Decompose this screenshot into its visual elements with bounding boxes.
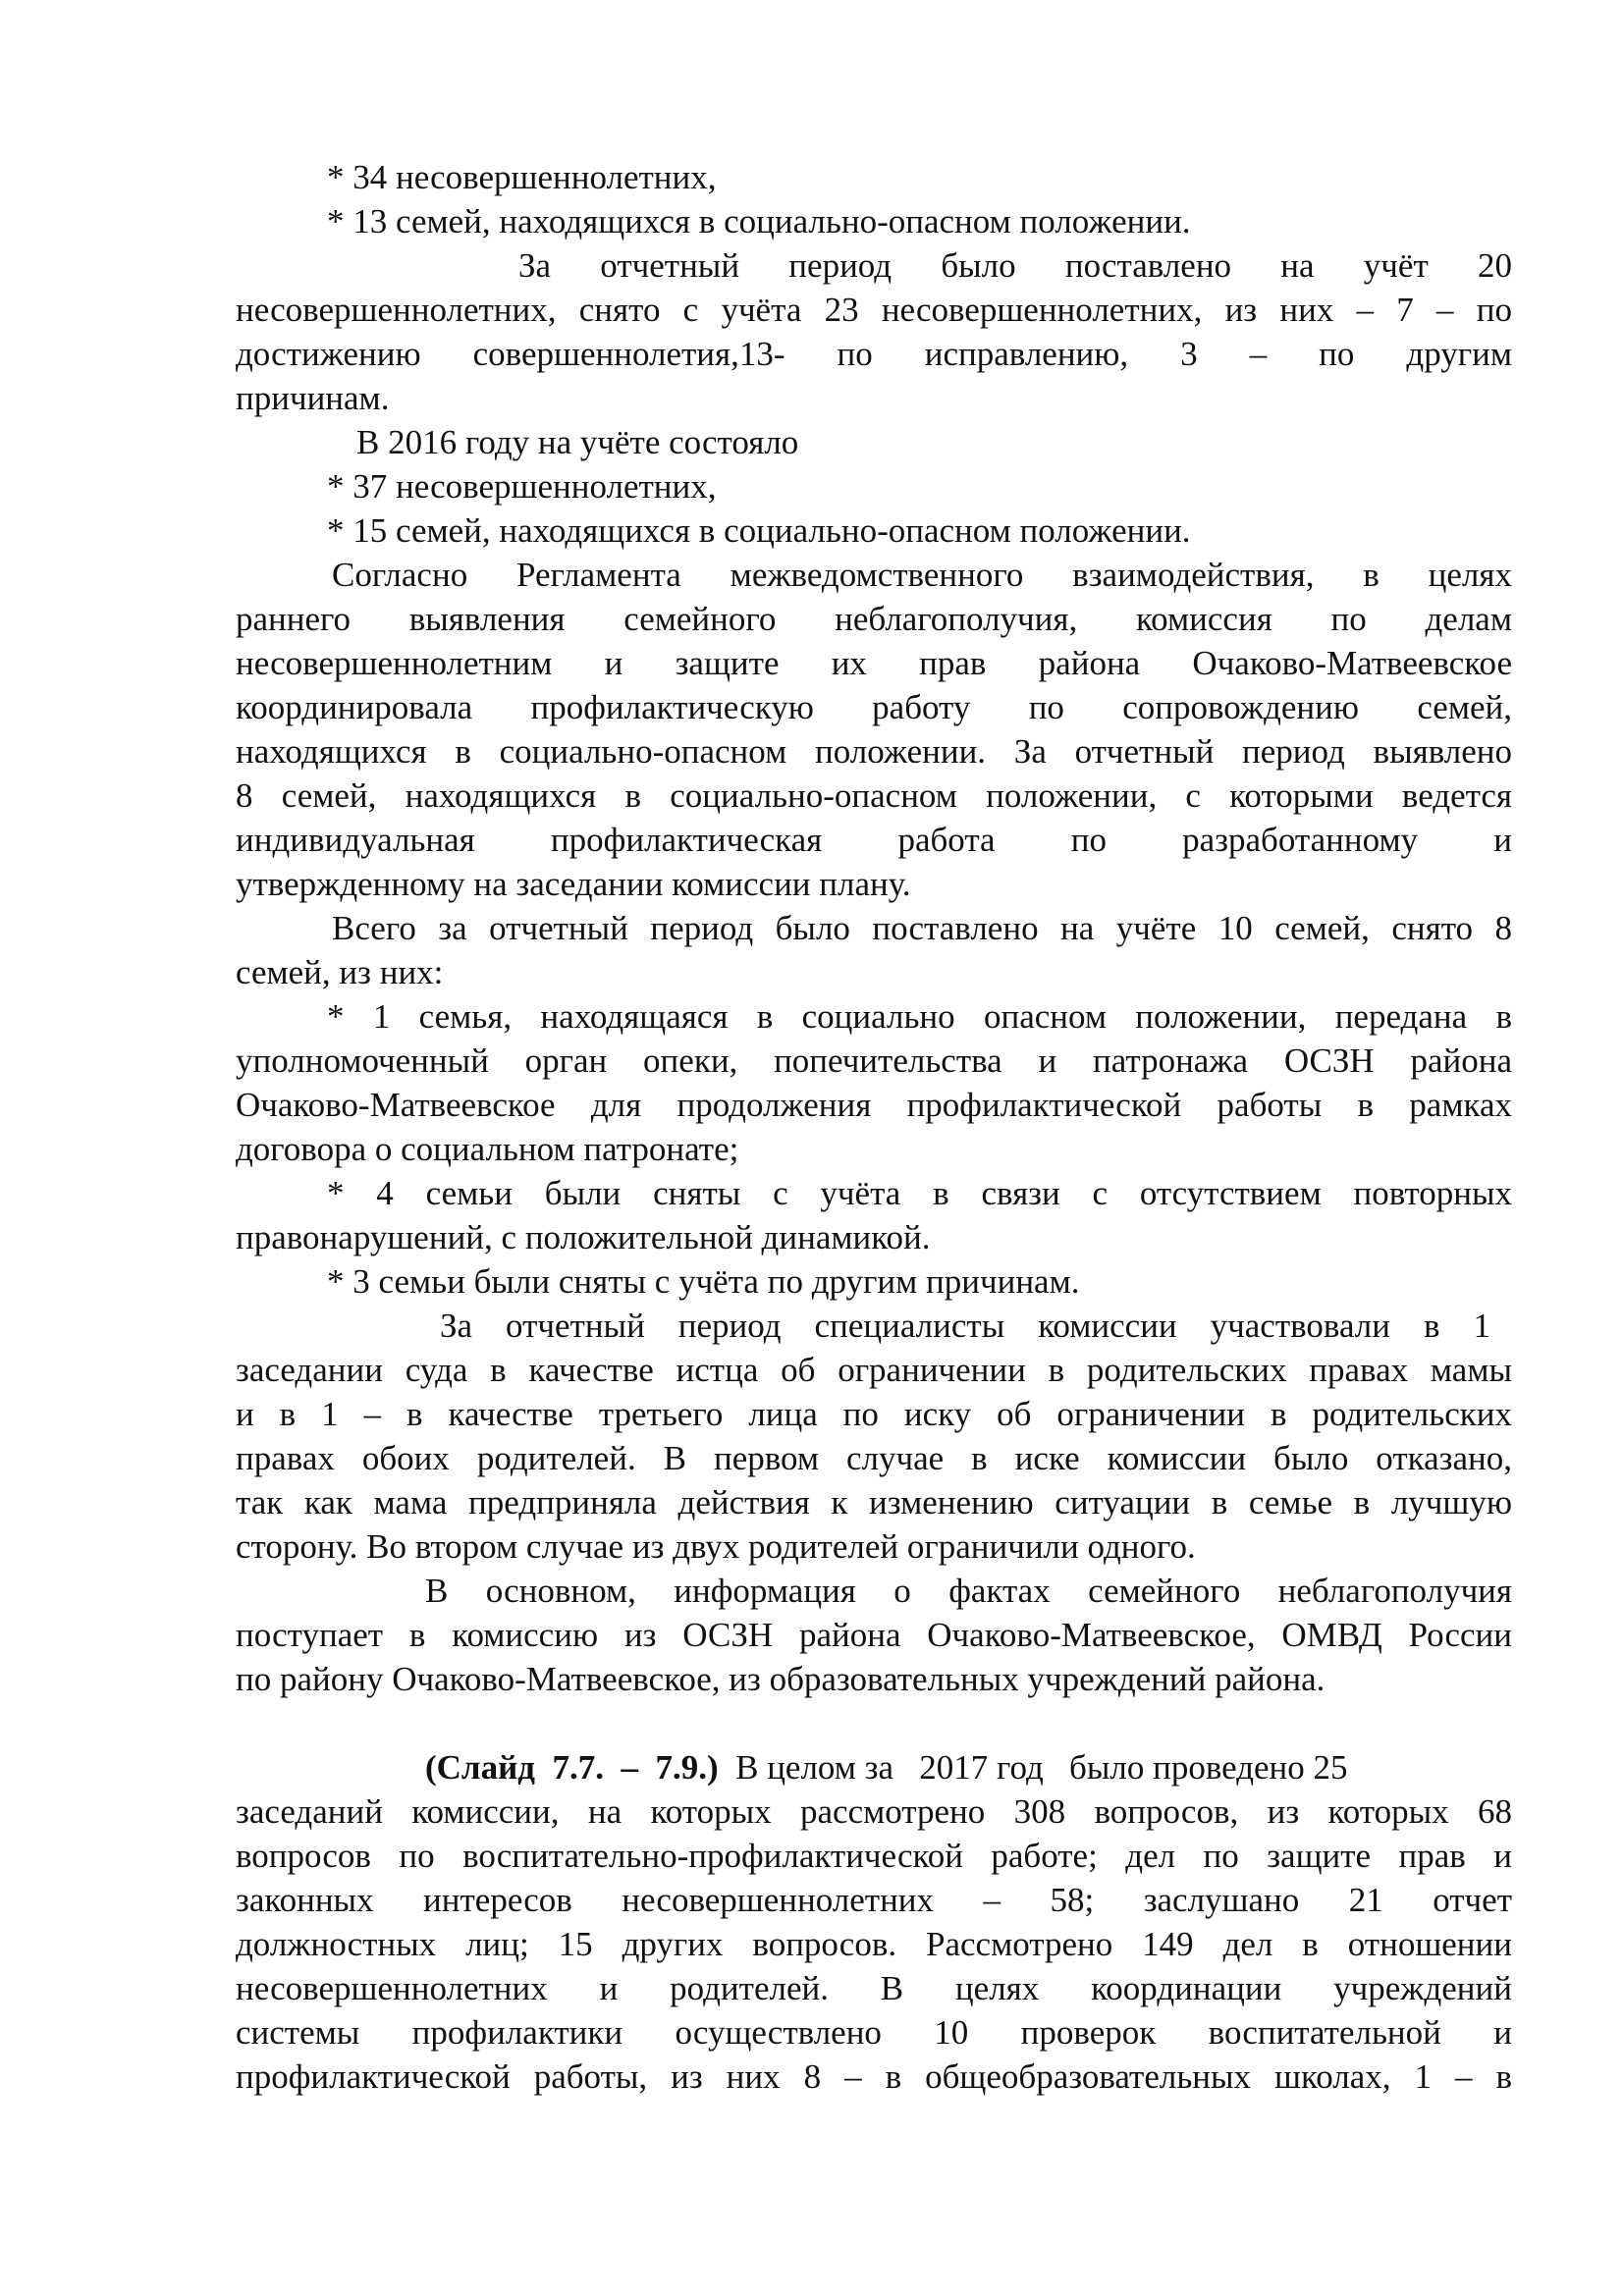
paragraph-line: несовершеннолетних и родителей. В целях координации учреждений (236, 1969, 1512, 2007)
list-item: * 1 семья, находящаяся в социально опасном положении, передана в (327, 997, 1512, 1036)
paragraph-line: Согласно Регламента межведомственного взаимодействия, в целях (332, 556, 1512, 594)
paragraph-line: несовершеннолетним и защите их прав района Очаково-Матвеевское (236, 644, 1512, 682)
paragraph-line: договора о социальном патронате; (236, 1130, 739, 1168)
paragraph-line: находящихся в социально-опасном положении. За отчетный период выявлено (236, 732, 1512, 771)
paragraph-line: индивидуальная профилактическая работа по разработанному и (236, 821, 1512, 859)
list-item: * 4 семьи были сняты с учёта в связи с отсутствием повторных (327, 1174, 1512, 1212)
paragraph-line: координировала профилактическую работу по сопровождению семей, (236, 688, 1512, 726)
paragraph-line: вопросов по воспитательно-профилактической работе; дел по защите прав и (236, 1837, 1512, 1875)
paragraph-line: За отчетный период было поставлено на учёт 20 (518, 246, 1512, 285)
paragraph-line: профилактической работы, из них 8 – в общеобразовательных школах, 1 – в (236, 2057, 1512, 2096)
paragraph-line: заседаний комиссии, на которых рассмотрено 308 вопросов, из которых 68 (236, 1792, 1512, 1831)
paragraph-line: раннего выявления семейного неблагополучия, комиссия по делам (236, 600, 1512, 638)
paragraph-line: уполномоченный орган опеки, попечительства и патронажа ОСЗН района (236, 1041, 1512, 1080)
paragraph-line: семей, из них: (236, 953, 444, 991)
paragraph-line: законных интересов несовершеннолетних – 58; заслушано 21 отчет (236, 1881, 1512, 1919)
list-item: * 15 семей, находящихся в социально-опасном положении. (327, 511, 1191, 550)
paragraph-line: поступает в комиссию из ОСЗН района Очаково-Матвеевское, ОМВД России (236, 1616, 1512, 1654)
list-item: * 3 семьи были сняты с учёта по другим причинам. (327, 1262, 1080, 1301)
paragraph-line: правонарушений, с положительной динамикой. (236, 1218, 931, 1256)
paragraph-line: Очаково-Матвеевское для продолжения профилактической работы в рамках (236, 1086, 1512, 1124)
paragraph-line: заседании суда в качестве истца об ограничении в родительских правах мамы (236, 1351, 1512, 1389)
list-item: * 37 несовершеннолетних, (327, 467, 717, 506)
paragraph-line: должностных лиц; 15 других вопросов. Рассмотрено 149 дел в отношении (236, 1925, 1512, 1963)
paragraph-line: 8 семей, находящихся в социально-опасном положении, с которыми ведется (236, 776, 1512, 815)
list-item: * 13 семей, находящихся в социально-опасном положении. (327, 202, 1191, 240)
paragraph-line: В 2016 году на учёте состояло (356, 423, 799, 461)
paragraph-line: Всего за отчетный период было поставлено на учёте 10 семей, снято 8 (332, 909, 1512, 947)
paragraph-line: причинам. (236, 379, 390, 417)
paragraph-line (425, 1745, 1512, 1789)
paragraph-line: и в 1 – в качестве третьего лица по иску об ограничении в родительских (236, 1395, 1512, 1433)
paragraph-line: достижению совершеннолетия,13- по исправлению, 3 – по другим (236, 335, 1512, 373)
paragraph-line: сторону. Во втором случае из двух родителей ограничили одного. (236, 1527, 1196, 1566)
slide-reference: (Слайд 7.7. – 7.9.) (425, 1748, 719, 1787)
paragraph-line: по району Очаково-Матвеевское, из образовательных учреждений района. (236, 1660, 1325, 1698)
paragraph-line: системы профилактики осуществлено 10 проверок воспитательной и (236, 2013, 1512, 2052)
paragraph-line: несовершеннолетних, снято с учёта 23 несовершеннолетних, из них – 7 – по (236, 291, 1512, 329)
list-item: * 34 несовершеннолетних, (327, 158, 717, 196)
paragraph-line: утвержденному на заседании комиссии плану. (236, 865, 911, 903)
paragraph-text: В целом за 2017 год было проведено 25 (718, 1748, 1348, 1787)
paragraph-line: правах обоих родителей. В первом случае в иске комиссии было отказано, (236, 1439, 1512, 1477)
paragraph-line: так как мама предприняла действия к изменению ситуации в семье в лучшую (236, 1483, 1512, 1522)
paragraph-line: За отчетный период специалисты комиссии участвовали в 1 (440, 1307, 1490, 1345)
paragraph-line: В основном, информация о фактах семейного неблагополучия (425, 1572, 1512, 1610)
